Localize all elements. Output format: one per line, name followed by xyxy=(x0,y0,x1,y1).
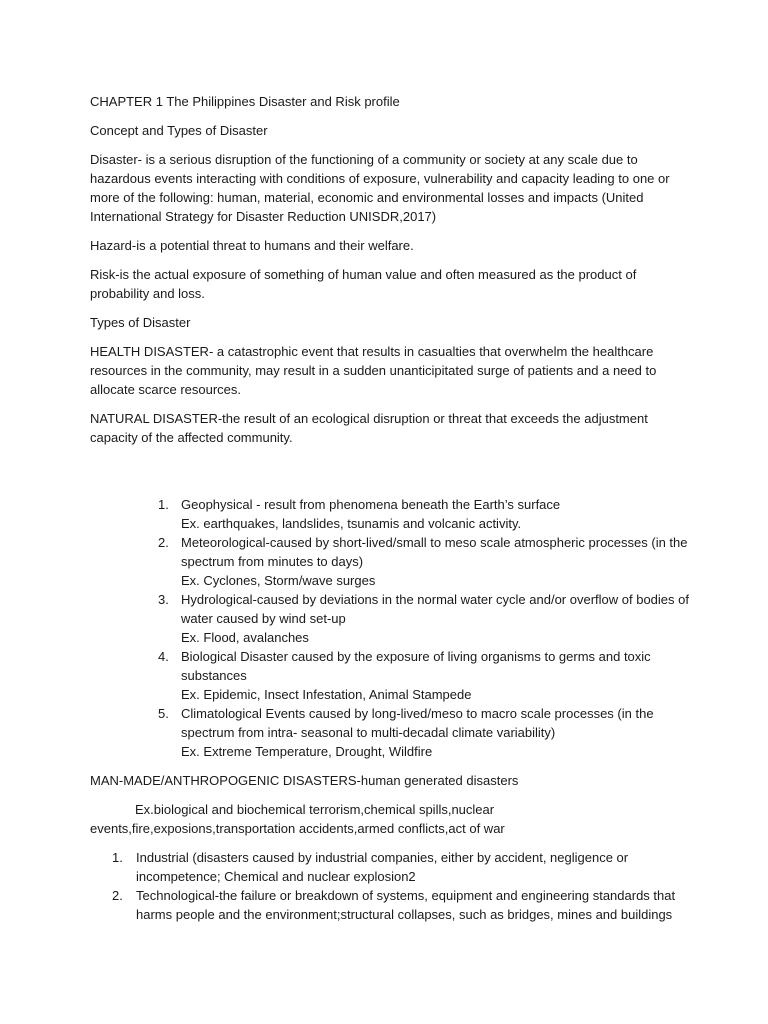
risk-definition: Risk-is the actual exposure of something of human value and often measured as the product of probability and loss. xyxy=(90,267,637,301)
hazard-definition: Hazard-is a potential threat to humans and their welfare. xyxy=(90,238,414,253)
list-number: 5. xyxy=(158,706,169,721)
list-item xyxy=(90,533,690,590)
chapter-title: CHAPTER 1 The Philippines Disaster and Risk profile xyxy=(90,94,400,109)
list-item xyxy=(90,495,690,533)
list-item-example: Ex. Extreme Temperature, Drought, Wildfire xyxy=(181,744,433,759)
list-number: 1. xyxy=(112,850,123,865)
list-item xyxy=(90,886,690,924)
list-item xyxy=(90,590,690,647)
health-disaster-definition: HEALTH DISASTER- a catastrophic event that results in casualties that overwhelm the healthcare resources in the community, may result in a sudden unanticipitated surge of patients and a need to allocate scarce resources. xyxy=(90,344,657,397)
man-made-heading: MAN-MADE/ANTHROPOGENIC DISASTERS-human generated disasters xyxy=(90,773,519,788)
list-number: 2. xyxy=(158,535,169,550)
list-item xyxy=(90,704,690,761)
list-item-text: Meteorological-caused by short-lived/small to meso scale atmospheric processes (in the spectrum from minutes to days) xyxy=(181,535,688,569)
list-item-text: Industrial (disasters caused by industrial companies, either by accident, negligence or incompetence; Chemical and nuclear explosion2 xyxy=(136,850,629,884)
list-item-example: Ex. Flood, avalanches xyxy=(181,630,309,645)
man-made-list xyxy=(90,848,690,924)
list-number: 1. xyxy=(158,497,169,512)
disaster-definition: Disaster- is a serious disruption of the functioning of a community or society at any scale due to hazardous events interacting with conditions of exposure, vulnerability and capacity leading to one or more of the following: human, material, economic and environmental losses and impacts (United International Strategy for Disaster Reduction UNISDR,2017) xyxy=(90,152,670,224)
types-heading: Types of Disaster xyxy=(90,315,191,330)
list-item-text: Biological Disaster caused by the exposure of living organisms to germs and toxic substances xyxy=(181,649,651,683)
list-item-text: Hydrological-caused by deviations in the normal water cycle and/or overflow of bodies of water caused by wind set-up xyxy=(181,592,689,626)
list-item xyxy=(90,647,690,704)
section-heading: Concept and Types of Disaster xyxy=(90,123,268,138)
spacer xyxy=(90,457,690,495)
list-item xyxy=(90,848,690,886)
list-number: 4. xyxy=(158,649,169,664)
man-made-examples: Ex.biological and biochemical terrorism,chemical spills,nuclear events,fire,exposions,transportation accidents,armed conflicts,act of war xyxy=(90,802,505,836)
list-item-text: Climatological Events caused by long-lived/meso to macro scale processes (in the spectrum from intra- seasonal to multi-decadal climate variability) xyxy=(181,706,654,740)
list-item-example: Ex. Cyclones, Storm/wave surges xyxy=(181,573,376,588)
natural-disaster-definition: NATURAL DISASTER-the result of an ecological disruption or threat that exceeds the adjustment capacity of the affected community. xyxy=(90,411,648,445)
document-body xyxy=(90,92,690,924)
list-item-example: Ex. earthquakes, landslides, tsunamis and volcanic activity. xyxy=(181,516,522,531)
list-item-example: Ex. Epidemic, Insect Infestation, Animal Stampede xyxy=(181,687,472,702)
list-item-text: Technological-the failure or breakdown of systems, equipment and engineering standards that harms people and the environment;structural collapses, such as bridges, mines and buildings xyxy=(136,888,676,922)
list-number: 3. xyxy=(158,592,169,607)
list-number: 2. xyxy=(112,888,123,903)
natural-disaster-list xyxy=(90,495,690,761)
list-item-text: Geophysical - result from phenomena beneath the Earth’s surface xyxy=(181,497,561,512)
